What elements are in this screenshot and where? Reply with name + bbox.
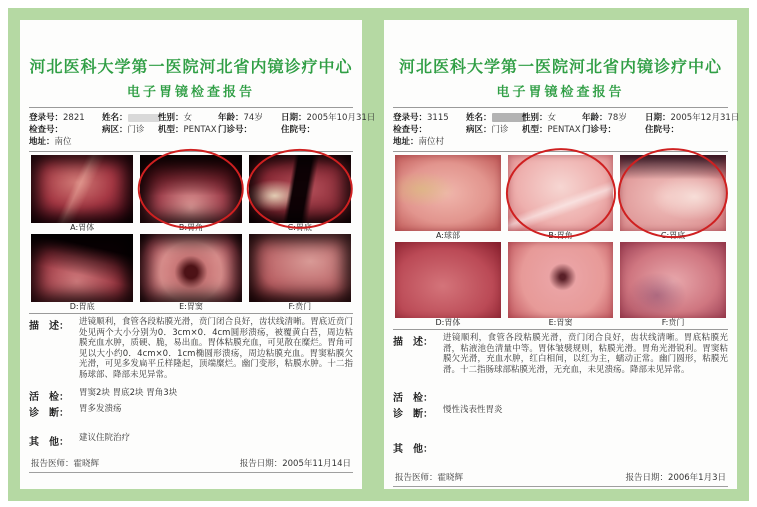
field-reg-no: 登录号：2821 [29, 113, 85, 123]
endoscopy-image-label: F:贲门 [661, 318, 685, 327]
description-label: 描 述： [29, 321, 69, 332]
other-section [29, 433, 353, 448]
redacted-name [128, 114, 160, 122]
endoscopy-image-label: C:胃底 [287, 223, 312, 232]
field-outpatient-no: 门诊号： [582, 125, 617, 135]
endoscopy-photo [31, 155, 133, 223]
endoscopy-photo [31, 234, 133, 302]
endoscopy-image-label: F:贲门 [288, 302, 312, 311]
field-name: 姓名： [466, 112, 522, 124]
diagnosis-text: 胃多发溃疡 [79, 404, 122, 414]
endoscopy-image-cell [249, 155, 351, 233]
red-circle-annotation [505, 148, 615, 238]
endoscopy-image-grid [29, 152, 353, 314]
description-text: 进镜顺利，食管各段粘膜光滑，贲门闭合良好，齿状线清晰。胃底粘膜光滑，粘液池色清量中等。胃体皱襞规则，粘膜光滑。胃角光滑锐利。胃窦粘膜欠光滑，充血水肿，红白相间，以红为主，蠕动正常。幽门圆形，粘膜光滑。十二指肠球部粘膜光滑，无充血，未见溃疡。降部未见异常。 [443, 333, 728, 375]
report-date: 报告日期：2006年1月3日 [625, 473, 726, 483]
endoscopy-image-cell [140, 234, 242, 312]
other-label: 其 他： [393, 444, 433, 455]
report-footer [29, 457, 353, 473]
biopsy-label: 活 检： [393, 393, 433, 404]
other-section [393, 440, 728, 455]
endoscopy-image-label: E:胃窦 [548, 318, 573, 327]
endoscopy-image-cell [395, 242, 501, 328]
field-age: 年龄：74岁 [218, 113, 263, 123]
field-date: 日期：2005年10月31日 [281, 113, 376, 123]
endoscopy-photo [620, 242, 726, 318]
endoscopy-photo [140, 155, 242, 223]
endoscopy-photo [508, 155, 614, 231]
endoscopy-image-label: B:胃角 [178, 223, 204, 232]
field-ward: 病区：门诊 [466, 125, 509, 135]
biopsy-label: 活 检： [29, 392, 69, 403]
field-inpatient-no: 住院号： [281, 125, 316, 135]
other-text: 建议住院治疗 [79, 433, 131, 443]
description-text: 进镜顺利，食管各段粘膜光滑，贲门闭合良好，齿状线清晰。胃底近贲门处见两个大小分别为0．3cm×0．4cm圆形溃疡，被覆黄白苔，周边粘膜充血水肿，质硬、脆，易出血。胃体粘膜充血，可见散在糜烂。胃角可见以大小约0．4cm×0．1cm椭圆形溃疡，周边粘膜充血。胃窦粘膜欠光滑，可见多发扁平丘样隆起，顶端糜烂。幽门变形，粘膜水肿。十二指肠球部、降部未见异常。 [79, 317, 353, 380]
endoscopy-image-cell [395, 155, 501, 241]
description-label: 描 述： [393, 337, 433, 348]
endoscopy-photo [620, 155, 726, 231]
endoscopy-image-label: D:胃体 [435, 318, 461, 327]
biopsy-section [393, 389, 728, 404]
red-circle-annotation [247, 149, 353, 229]
endoscopy-image-grid [393, 152, 728, 330]
field-address: 地址：南位 [29, 136, 353, 152]
field-inpatient-no: 住院号： [645, 125, 680, 135]
biopsy-text: 胃窦2块 胃底2块 胃角3块 [79, 388, 178, 398]
field-gender: 性别：女 [158, 113, 193, 123]
field-gender: 性别：女 [522, 113, 557, 123]
description-section [393, 333, 728, 375]
red-circle-annotation [138, 149, 244, 229]
diagnosis-label: 诊 断： [393, 409, 433, 420]
endoscopy-image-label: A:胃体 [70, 223, 95, 232]
endoscopy-photo [395, 242, 501, 318]
diagnosis-section [393, 405, 728, 420]
report-doctor: 报告医师：霍晓辉 [395, 473, 464, 483]
endoscopy-photo [249, 155, 351, 223]
endoscopy-image-label: D:胃底 [69, 302, 95, 311]
field-model: 机型：PENTAX [522, 125, 581, 135]
endoscopy-image-cell [620, 155, 726, 241]
field-ward: 病区：门诊 [102, 125, 145, 135]
diagnosis-text: 慢性浅表性胃炎 [443, 405, 503, 415]
redacted-name [492, 113, 526, 122]
hospital-title: 河北医科大学第一医院河北省内镜诊疗中心 [398, 57, 722, 76]
field-reg-no: 登录号：3115 [393, 113, 449, 123]
diagnosis-section [29, 404, 353, 419]
field-date: 日期：2005年12月31日 [645, 113, 740, 123]
field-model: 机型：PENTAX [158, 125, 217, 135]
report-subtitle: 电子胃镜检查报告 [496, 85, 625, 100]
patient-fields [393, 107, 740, 136]
biopsy-section [29, 388, 353, 403]
endoscopy-image-cell [508, 242, 614, 328]
endoscopy-photo [508, 242, 614, 318]
field-name: 姓名： [102, 112, 158, 124]
red-circle-annotation [618, 148, 728, 238]
report-page-left [20, 20, 376, 489]
field-exam-no: 检查号： [29, 125, 64, 135]
other-label: 其 他： [29, 437, 69, 448]
hospital-title: 河北医科大学第一医院河北省内镜诊疗中心 [29, 57, 353, 76]
field-age: 年龄：78岁 [582, 113, 627, 123]
field-address: 地址：南位村 [393, 136, 728, 152]
field-outpatient-no: 门诊号： [218, 125, 253, 135]
endoscopy-image-cell [140, 155, 242, 233]
report-subtitle: 电子胃镜检查报告 [126, 85, 255, 100]
endoscopy-image-label: E:胃窦 [179, 302, 203, 311]
description-section [29, 317, 353, 380]
endoscopy-image-cell [31, 155, 133, 233]
report-date: 报告日期：2005年11月14日 [239, 459, 351, 469]
report-footer [393, 471, 728, 487]
endoscopy-photo [249, 234, 351, 302]
endoscopy-image-label: C:胃底 [660, 231, 686, 240]
endoscopy-photo [140, 234, 242, 302]
endoscopy-image-cell [31, 234, 133, 312]
endoscopy-image-label: B:胃角 [548, 231, 573, 240]
report-page-right [384, 20, 740, 489]
report-doctor: 报告医师：霍晓辉 [31, 459, 100, 469]
field-exam-no: 检查号： [393, 125, 428, 135]
endoscopy-image-cell [620, 242, 726, 328]
endoscopy-image-label: A:球部 [435, 231, 460, 240]
endoscopy-image-cell [508, 155, 614, 241]
diagnosis-label: 诊 断： [29, 408, 69, 419]
endoscopy-image-cell [249, 234, 351, 312]
endoscopy-photo [395, 155, 501, 231]
patient-fields [29, 107, 376, 136]
